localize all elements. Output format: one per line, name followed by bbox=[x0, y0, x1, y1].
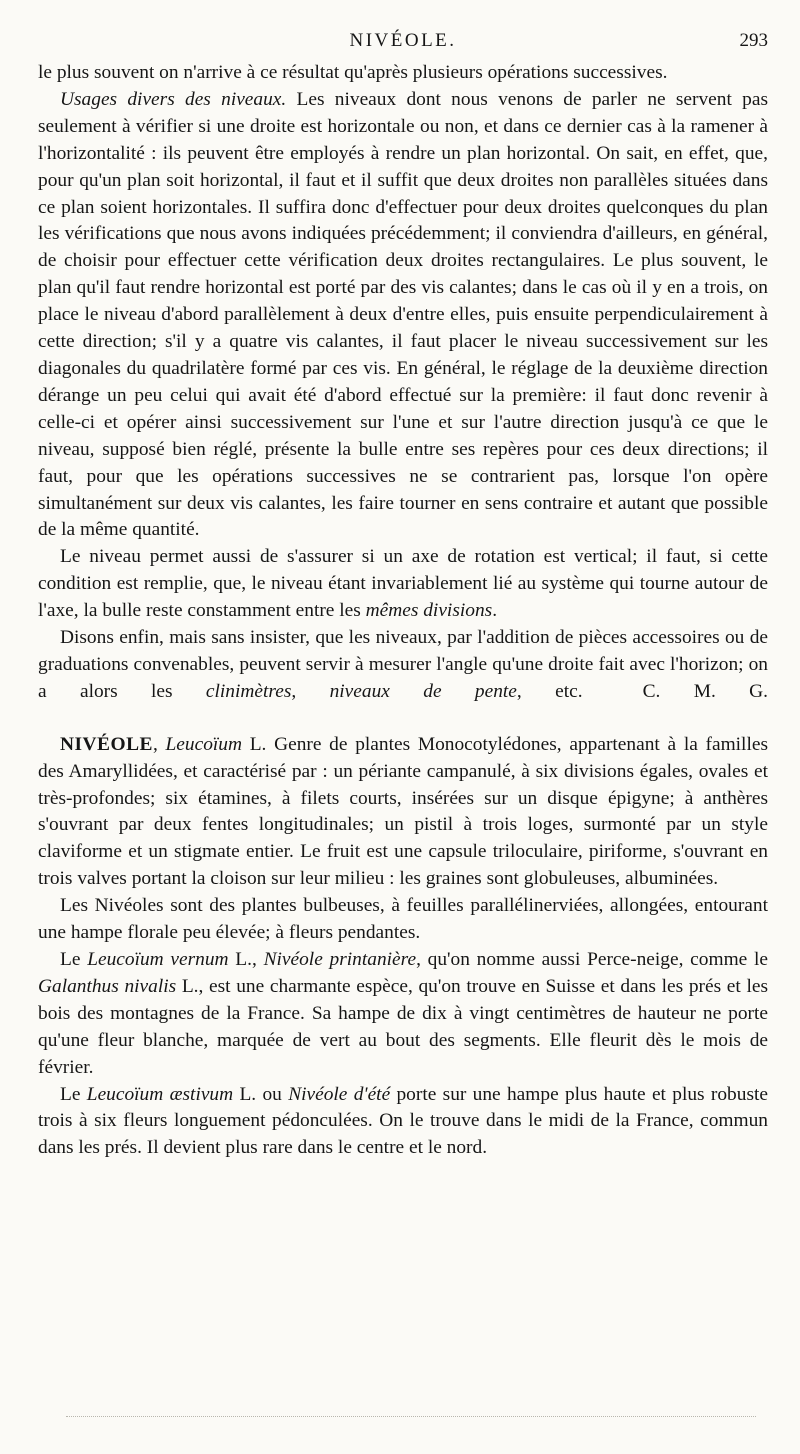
paragraph-clinimetres bbox=[38, 625, 768, 706]
paragraph-text: Les niveaux dont nous venons de parler ne servent pas seulement à vérifier si une droite est horizontale ou non, et dans ce dernier cas à la ramener à l'horizontalité : ils peuvent être employés à rendre un plan horizontal. On sait, en effet, que, pour qu'un plan soit horizontal, il faut et il suffit que deux droites non parallèles situées dans ce plan soient horizontales. Il suffira donc d'effectuer pour deux droites quelconques du plan les vérifications que nous avons indiquées précédemment; il conviendra d'ailleurs, en général, de choisir pour effectuer cette vérification deux droites rectangulaires. Le plus souvent, le plan qu'il faut rendre horizontal est porté par des vis calantes; dans le cas où il y en a trois, on place le niveau d'abord parallèlement à deux d'entre elles, puis ensuite perpendiculairement à cette direction; s'il y a quatre vis calantes, il faut placer le niveau successivement sur les diagonales du quadrilatère formé par ces vis. En général, le réglage de la deuxième direction dérange un peu celui qui avait été d'abord effectué sur la première: il faut donc revenir à celle-ci et opérer ainsi successivement sur l'une et sur l'autre direction jusqu'à ce que le niveau, supposé bien réglé, présente la bulle entre ses repères pour ces deux directions; il faut, pour que les opérations successives ne se contrarient pas, lorsque l'on opère simultanément sur deux vis calantes, les faire tourner en sens contraire et autant que possible de la même quantité. bbox=[38, 88, 768, 541]
entry-headword: NIVÉOLE bbox=[60, 733, 153, 755]
italic-term: clinimètres bbox=[205, 680, 292, 702]
latin-name: Leucoïum vernum bbox=[87, 949, 229, 970]
running-header bbox=[38, 0, 768, 60]
paragraph-text: , bbox=[152, 733, 166, 755]
paragraph-text: , etc. bbox=[516, 680, 583, 702]
latin-name: Galanthus nivalis bbox=[38, 975, 177, 997]
paragraph-text: Le bbox=[60, 1083, 87, 1105]
paragraph-axe-vertical bbox=[38, 544, 768, 625]
running-title: NIVÉOLE. bbox=[349, 30, 457, 51]
common-name: Nivéole d'été bbox=[288, 1083, 391, 1105]
paragraph-text: Les Nivéoles sont des plantes bulbeuses, à feuilles parallélinerviées, allongées, entourant une hampe florale peu élevée; à fleurs pendantes. bbox=[38, 895, 768, 944]
latin-name: Leucoïum æstivum bbox=[86, 1083, 234, 1105]
article-body bbox=[38, 60, 768, 1162]
entry-niveole-definition bbox=[38, 732, 768, 893]
paragraph-text: le plus souvent on n'arrive à ce résultat qu'après plusieurs opérations successives. bbox=[38, 62, 668, 83]
paragraph-vernum bbox=[38, 947, 768, 1082]
author-signature: C. M. G. bbox=[642, 680, 768, 702]
paragraph-text: , bbox=[291, 680, 330, 702]
paragraph-text: Genre de plantes Monocotylédones, appartenant à la familles des Amaryllidées, et caractérisé par : un périante campanulé, à six divisions égales, ovales et très-profondes; six étamines, à filets courts, insérées sur un disque épigyne; à anthères s'ouvrant par deux fentes longitudinales; un pistil à trois loges, surmonté par un style claviforme et un stigmate entier. Le fruit est une capsule triloculaire, piriforme, s'ouvrant en trois valves portant la cloison sur leur milieu : les graines sont globuleuses, albuminées. bbox=[38, 733, 768, 890]
paragraph-text: . bbox=[492, 600, 498, 622]
page-number: 293 bbox=[739, 30, 768, 51]
paragraph-continuation bbox=[38, 60, 768, 87]
paragraph-usages bbox=[38, 87, 768, 544]
italic-term: niveaux de pente bbox=[329, 680, 517, 702]
latin-name: Leucoïum bbox=[165, 733, 242, 755]
common-name: Nivéole printanière bbox=[263, 949, 417, 970]
paragraph-text: , qu'on nomme aussi Perce-neige, comme le bbox=[416, 949, 768, 970]
paragraph-text: Le bbox=[60, 949, 88, 970]
footer-dotted-rule bbox=[66, 1416, 756, 1417]
paragraph-text: L. ou bbox=[233, 1083, 289, 1105]
page bbox=[38, 0, 768, 1162]
paragraph-text: L., bbox=[228, 949, 264, 970]
paragraph-text: Le niveau permet aussi de s'assurer si un axe de rotation est vertical; il faut, si cette condition est remplie, que, le niveau étant invariablement lié au système qui tourne autour de l'axe, la bulle reste constamment entre les bbox=[38, 546, 768, 622]
paragraph-text: Disons enfin, mais sans insister, que les niveaux, par l'addition de pièces accessoires ou de graduations convenables, peuvent servir à mesurer l'angle qu'une droite fait avec l'horizon; on a alors les bbox=[38, 627, 768, 702]
paragraph-text: L., est une charmante espèce, qu'on trouve en Suisse et dans les prés et les bois des montagnes de la France. Sa hampe de dix à vingt centimètres de hauteur ne porte qu'une fleur blanche, marquée de vert au bout des segments. Elle fleurit dès le mois de février. bbox=[38, 975, 768, 1078]
entry-separator bbox=[38, 706, 768, 732]
italic-term: mêmes divisions bbox=[365, 600, 493, 622]
paragraph-aestivum bbox=[38, 1082, 768, 1163]
section-heading: Usages divers des niveaux. bbox=[60, 88, 287, 110]
paragraph-text: L. bbox=[241, 733, 267, 755]
paragraph-bulbeuses bbox=[38, 893, 768, 947]
paragraph-text: porte sur une hampe plus haute et plus robuste trois à six fleurs longuement pédonculées. On le trouve dans le midi de la France, commun dans les prés. Il devient plus rare dans le centre et le nord. bbox=[38, 1083, 768, 1159]
